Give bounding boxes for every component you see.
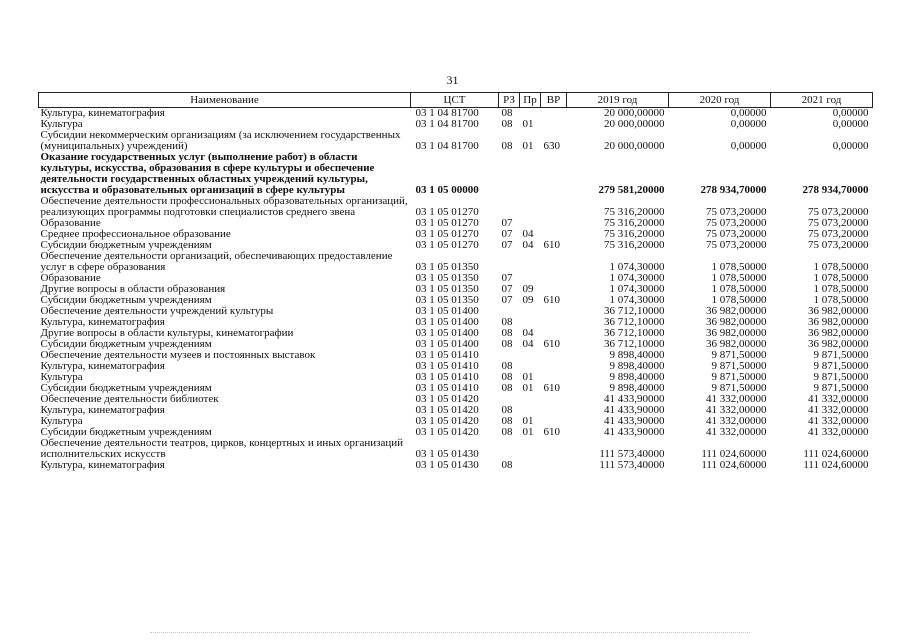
- cell-name: Культура: [40, 416, 83, 427]
- cell-name: Субсидии бюджетным учреждениям: [40, 383, 212, 394]
- table-row: [39, 317, 873, 328]
- cell-pr: [520, 306, 541, 317]
- cell-2020: 278 934,70000: [700, 184, 767, 196]
- table-row: [39, 306, 873, 317]
- cell-rz: [499, 438, 520, 460]
- cell-vr: [541, 108, 567, 120]
- cell-pr: [520, 251, 541, 273]
- cell-cst: 03 1 05 01270: [415, 218, 479, 229]
- cell-cst: 03 1 05 01400: [415, 328, 479, 339]
- cell-pr: [520, 394, 541, 405]
- table-row: [39, 119, 873, 130]
- cell-pr: 01: [522, 416, 534, 427]
- cell-pr: 01: [522, 372, 534, 383]
- cell-name: Культура, кинематография: [40, 317, 165, 328]
- cell-vr: [541, 372, 567, 383]
- table-row: [39, 130, 873, 152]
- cell-pr: 04: [522, 229, 534, 240]
- cell-rz: [499, 350, 520, 361]
- cell-rz: [499, 196, 520, 218]
- cell-vr: [541, 405, 567, 416]
- cell-cst: 03 1 05 01350: [415, 295, 479, 306]
- cell-cst: 03 1 05 01270: [415, 206, 479, 218]
- budget-table: [38, 92, 873, 471]
- cell-2019: 1 074,30000: [609, 295, 665, 306]
- cell-cst: 03 1 05 01270: [415, 240, 479, 251]
- cell-2021: 75 073,20000: [808, 218, 869, 229]
- cell-name: Культура, кинематография: [40, 405, 165, 416]
- cell-2019: 36 712,10000: [604, 328, 665, 339]
- cell-pr: [520, 350, 541, 361]
- cell-2020: 9 871,50000: [711, 361, 767, 372]
- cell-rz: [499, 306, 520, 317]
- cell-vr: [541, 306, 567, 317]
- cell-2020: 0,00000: [730, 119, 767, 130]
- header-name: Наименование: [39, 93, 411, 108]
- cell-pr: [520, 438, 541, 460]
- cell-pr: 09: [522, 295, 534, 306]
- cell-2020: 75 073,20000: [706, 229, 767, 240]
- table-row: [39, 383, 873, 394]
- cell-rz: [499, 394, 520, 405]
- cell-vr: [541, 273, 567, 284]
- cell-name: Культура, кинематография: [40, 107, 165, 119]
- cell-pr: 09: [522, 284, 534, 295]
- cell-pr: 01: [522, 140, 534, 152]
- table-row: [39, 361, 873, 372]
- cell-cst: 03 1 05 01410: [415, 383, 479, 394]
- cell-name: Образование: [40, 273, 101, 284]
- cell-vr: [541, 438, 567, 460]
- cell-name: Образование: [40, 218, 101, 229]
- cell-pr: 01: [522, 383, 534, 394]
- cell-vr: [541, 328, 567, 339]
- cell-2020: 111 024,60000: [701, 448, 767, 460]
- cell-vr: 630: [543, 140, 560, 152]
- cell-pr: [520, 405, 541, 416]
- cell-2019: 75 316,20000: [604, 240, 665, 251]
- cell-cst: 03 1 05 01400: [415, 306, 479, 317]
- cell-cst: 03 1 05 01410: [415, 361, 479, 372]
- cell-pr: [520, 460, 541, 471]
- cell-name: Обеспечение деятельности библиотек: [40, 394, 219, 405]
- header-2020: 2020 год: [669, 93, 771, 108]
- table-row: [39, 229, 873, 240]
- header-cst: ЦСТ: [411, 93, 499, 108]
- cell-cst: 03 1 05 01430: [415, 448, 479, 460]
- cell-name: Обеспечение деятельности театров, цирков, концертных и иных организаций исполнительских искусств: [40, 438, 404, 460]
- header-pr: Пр: [520, 93, 541, 108]
- cell-vr: [541, 460, 567, 471]
- cell-2020: 36 982,00000: [706, 339, 767, 350]
- cell-2019: 41 433,90000: [604, 394, 665, 405]
- cell-rz: 08: [501, 361, 513, 372]
- header-vr: ВР: [541, 93, 567, 108]
- cell-2021: 9 871,50000: [813, 372, 869, 383]
- cell-vr: [541, 317, 567, 328]
- cell-2021: 0,00000: [832, 140, 869, 152]
- cell-2021: 36 982,00000: [808, 317, 869, 328]
- cell-name: Среднее профессиональное образование: [40, 229, 231, 240]
- cell-2019: 36 712,10000: [604, 306, 665, 317]
- cell-pr: [520, 152, 541, 196]
- table-row: [39, 152, 873, 196]
- cell-rz: 08: [501, 317, 513, 328]
- cell-pr: [520, 218, 541, 229]
- table-row: [39, 108, 873, 120]
- cell-name: Культура: [40, 119, 83, 130]
- cell-pr: [520, 317, 541, 328]
- cell-2021: 36 982,00000: [808, 328, 869, 339]
- table-row: [39, 218, 873, 229]
- table-row: [39, 196, 873, 218]
- cell-2021: 1 078,50000: [813, 261, 869, 273]
- cell-cst: 03 1 05 01420: [415, 405, 479, 416]
- cell-cst: 03 1 05 01430: [415, 460, 479, 471]
- cell-2019: 111 573,40000: [599, 448, 665, 460]
- cell-rz: 08: [501, 107, 513, 119]
- cell-rz: 07: [501, 284, 513, 295]
- cell-2020: 41 332,00000: [706, 394, 767, 405]
- table-row: [39, 339, 873, 350]
- cell-2020: 9 871,50000: [711, 350, 767, 361]
- cell-2020: 111 024,60000: [701, 460, 767, 471]
- cell-pr: 04: [522, 339, 534, 350]
- cell-2021: 75 073,20000: [808, 229, 869, 240]
- cell-rz: 07: [501, 229, 513, 240]
- cell-rz: 08: [501, 372, 513, 383]
- table-row: [39, 394, 873, 405]
- cell-2021: 75 073,20000: [808, 206, 869, 218]
- cell-vr: 610: [543, 339, 560, 350]
- cell-2019: 41 433,90000: [604, 405, 665, 416]
- cell-name: Оказание государственных услуг (выполнение работ) в области культуры, искусства, образования в сфере культуры и обеспечение деятельности государственных областных учреждений культуры, искусства и образовательных организаций в сфере культуры: [40, 152, 375, 196]
- table-row: [39, 350, 873, 361]
- cell-cst: 03 1 05 01400: [415, 339, 479, 350]
- cell-2021: 41 332,00000: [808, 427, 869, 438]
- table-row: [39, 427, 873, 438]
- cell-2020: 1 078,50000: [711, 284, 767, 295]
- cell-name: Субсидии бюджетным учреждениям: [40, 339, 212, 350]
- table-header-row: [39, 93, 873, 108]
- cell-2021: 1 078,50000: [813, 284, 869, 295]
- cell-2020: 1 078,50000: [711, 273, 767, 284]
- cell-vr: [541, 218, 567, 229]
- cell-vr: 610: [543, 295, 560, 306]
- cell-cst: 03 1 05 01410: [415, 350, 479, 361]
- cell-rz: 07: [501, 273, 513, 284]
- cell-name: Обеспечение деятельности учреждений культуры: [40, 306, 274, 317]
- cell-name: Субсидии некоммерческим организациям (за исключением государственных (муниципальных) учреждений): [40, 130, 401, 152]
- cell-2020: 41 332,00000: [706, 416, 767, 427]
- cell-vr: [541, 416, 567, 427]
- cell-cst: 03 1 04 81700: [415, 140, 479, 152]
- cell-cst: 03 1 05 01400: [415, 317, 479, 328]
- cell-vr: [541, 119, 567, 130]
- cell-rz: 07: [501, 218, 513, 229]
- scan-artifact: [150, 632, 750, 634]
- table-row: [39, 273, 873, 284]
- table-row: [39, 405, 873, 416]
- cell-2021: 36 982,00000: [808, 339, 869, 350]
- cell-rz: 08: [501, 339, 513, 350]
- cell-2019: 75 316,20000: [604, 218, 665, 229]
- cell-name: Субсидии бюджетным учреждениям: [40, 240, 212, 251]
- cell-2019: 20 000,00000: [604, 107, 665, 119]
- table-row: [39, 460, 873, 471]
- cell-2019: 111 573,40000: [599, 460, 665, 471]
- cell-pr: [520, 108, 541, 120]
- cell-2019: 1 074,30000: [609, 261, 665, 273]
- cell-2021: 41 332,00000: [808, 394, 869, 405]
- header-rz: РЗ: [499, 93, 520, 108]
- cell-rz: 08: [501, 416, 513, 427]
- cell-cst: 03 1 05 01350: [415, 284, 479, 295]
- cell-2020: 36 982,00000: [706, 306, 767, 317]
- cell-name: Обеспечение деятельности организаций, обеспечивающих предоставление услуг в сфере образования: [40, 251, 393, 273]
- cell-2021: 9 871,50000: [813, 350, 869, 361]
- cell-2019: 279 581,20000: [598, 184, 665, 196]
- table-row: [39, 438, 873, 460]
- cell-vr: 610: [543, 383, 560, 394]
- cell-2021: 9 871,50000: [813, 383, 869, 394]
- cell-2019: 75 316,20000: [604, 206, 665, 218]
- cell-2020: 36 982,00000: [706, 328, 767, 339]
- table-row: [39, 328, 873, 339]
- page-number: 31: [446, 73, 459, 87]
- cell-2021: 0,00000: [832, 119, 869, 130]
- cell-name: Другие вопросы в области культуры, кинематографии: [40, 328, 294, 339]
- cell-cst: 03 1 05 01420: [415, 416, 479, 427]
- cell-cst: 03 1 04 81700: [415, 119, 479, 130]
- cell-cst: 03 1 05 01420: [415, 427, 479, 438]
- cell-2019: 9 898,40000: [609, 350, 665, 361]
- cell-rz: 08: [501, 427, 513, 438]
- table-row: [39, 416, 873, 427]
- cell-vr: 610: [543, 427, 560, 438]
- cell-2019: 20 000,00000: [604, 119, 665, 130]
- cell-cst: 03 1 05 01350: [415, 261, 479, 273]
- cell-2021: 9 871,50000: [813, 361, 869, 372]
- cell-2021: 111 024,60000: [803, 460, 869, 471]
- cell-name: Другие вопросы в области образования: [40, 284, 226, 295]
- cell-2019: 36 712,10000: [604, 317, 665, 328]
- cell-2021: 0,00000: [832, 107, 869, 119]
- cell-2020: 0,00000: [730, 140, 767, 152]
- cell-pr: [520, 273, 541, 284]
- cell-2020: 75 073,20000: [706, 218, 767, 229]
- table-row: [39, 372, 873, 383]
- cell-name: Обеспечение деятельности профессиональных образовательных организаций, реализующих программы подготовки специалистов среднего звена: [40, 196, 408, 218]
- cell-2019: 9 898,40000: [609, 383, 665, 394]
- cell-name: Культура, кинематография: [40, 361, 165, 372]
- cell-cst: 03 1 05 01420: [415, 394, 479, 405]
- cell-rz: 08: [501, 119, 513, 130]
- cell-rz: 08: [501, 328, 513, 339]
- table-row: [39, 240, 873, 251]
- cell-cst: 03 1 05 00000: [415, 184, 479, 196]
- cell-2020: 75 073,20000: [706, 206, 767, 218]
- cell-2021: 1 078,50000: [813, 273, 869, 284]
- cell-pr: [520, 196, 541, 218]
- header-2019: 2019 год: [567, 93, 669, 108]
- cell-vr: [541, 229, 567, 240]
- cell-rz: 07: [501, 295, 513, 306]
- cell-vr: [541, 394, 567, 405]
- cell-2020: 41 332,00000: [706, 405, 767, 416]
- cell-2019: 9 898,40000: [609, 372, 665, 383]
- cell-pr: 04: [522, 328, 534, 339]
- cell-2021: 1 078,50000: [813, 295, 869, 306]
- cell-2021: 75 073,20000: [808, 240, 869, 251]
- cell-vr: 610: [543, 240, 560, 251]
- cell-vr: [541, 350, 567, 361]
- cell-cst: 03 1 05 01350: [415, 273, 479, 284]
- cell-name: Субсидии бюджетным учреждениям: [40, 295, 212, 306]
- cell-name: Субсидии бюджетным учреждениям: [40, 427, 212, 438]
- cell-2020: 75 073,20000: [706, 240, 767, 251]
- cell-pr: 04: [522, 240, 534, 251]
- cell-2019: 41 433,90000: [604, 416, 665, 427]
- cell-name: Культура: [40, 372, 83, 383]
- cell-pr: 01: [522, 119, 534, 130]
- cell-cst: 03 1 05 01410: [415, 372, 479, 383]
- cell-2019: 9 898,40000: [609, 361, 665, 372]
- cell-rz: [499, 251, 520, 273]
- cell-2019: 41 433,90000: [604, 427, 665, 438]
- cell-2019: 1 074,30000: [609, 273, 665, 284]
- cell-rz: 08: [501, 405, 513, 416]
- cell-2021: 111 024,60000: [803, 448, 869, 460]
- cell-name: Обеспечение деятельности музеев и постоянных выставок: [40, 350, 316, 361]
- cell-2020: 9 871,50000: [711, 372, 767, 383]
- cell-2021: 41 332,00000: [808, 416, 869, 427]
- cell-vr: [541, 152, 567, 196]
- cell-2021: 36 982,00000: [808, 306, 869, 317]
- cell-2019: 20 000,00000: [604, 140, 665, 152]
- header-2021: 2021 год: [771, 93, 873, 108]
- cell-rz: 08: [501, 460, 513, 471]
- cell-2021: 41 332,00000: [808, 405, 869, 416]
- cell-2019: 36 712,10000: [604, 339, 665, 350]
- cell-vr: [541, 196, 567, 218]
- cell-2019: 1 074,30000: [609, 284, 665, 295]
- cell-vr: [541, 251, 567, 273]
- cell-name: Культура, кинематография: [40, 460, 165, 471]
- cell-pr: [520, 361, 541, 372]
- table-row: [39, 284, 873, 295]
- cell-2021: 278 934,70000: [802, 184, 869, 196]
- cell-2020: 9 871,50000: [711, 383, 767, 394]
- cell-2020: 0,00000: [730, 107, 767, 119]
- table-body: [39, 108, 873, 472]
- cell-cst: 03 1 05 01270: [415, 229, 479, 240]
- table-row: [39, 295, 873, 306]
- table-row: [39, 251, 873, 273]
- cell-rz: [499, 152, 520, 196]
- cell-rz: 07: [501, 240, 513, 251]
- cell-vr: [541, 284, 567, 295]
- cell-cst: 03 1 04 81700: [415, 107, 479, 119]
- cell-pr: 01: [522, 427, 534, 438]
- cell-2020: 41 332,00000: [706, 427, 767, 438]
- cell-2020: 1 078,50000: [711, 295, 767, 306]
- cell-rz: 08: [501, 383, 513, 394]
- cell-2019: 75 316,20000: [604, 229, 665, 240]
- cell-2020: 36 982,00000: [706, 317, 767, 328]
- cell-rz: 08: [501, 140, 513, 152]
- cell-vr: [541, 361, 567, 372]
- cell-2020: 1 078,50000: [711, 261, 767, 273]
